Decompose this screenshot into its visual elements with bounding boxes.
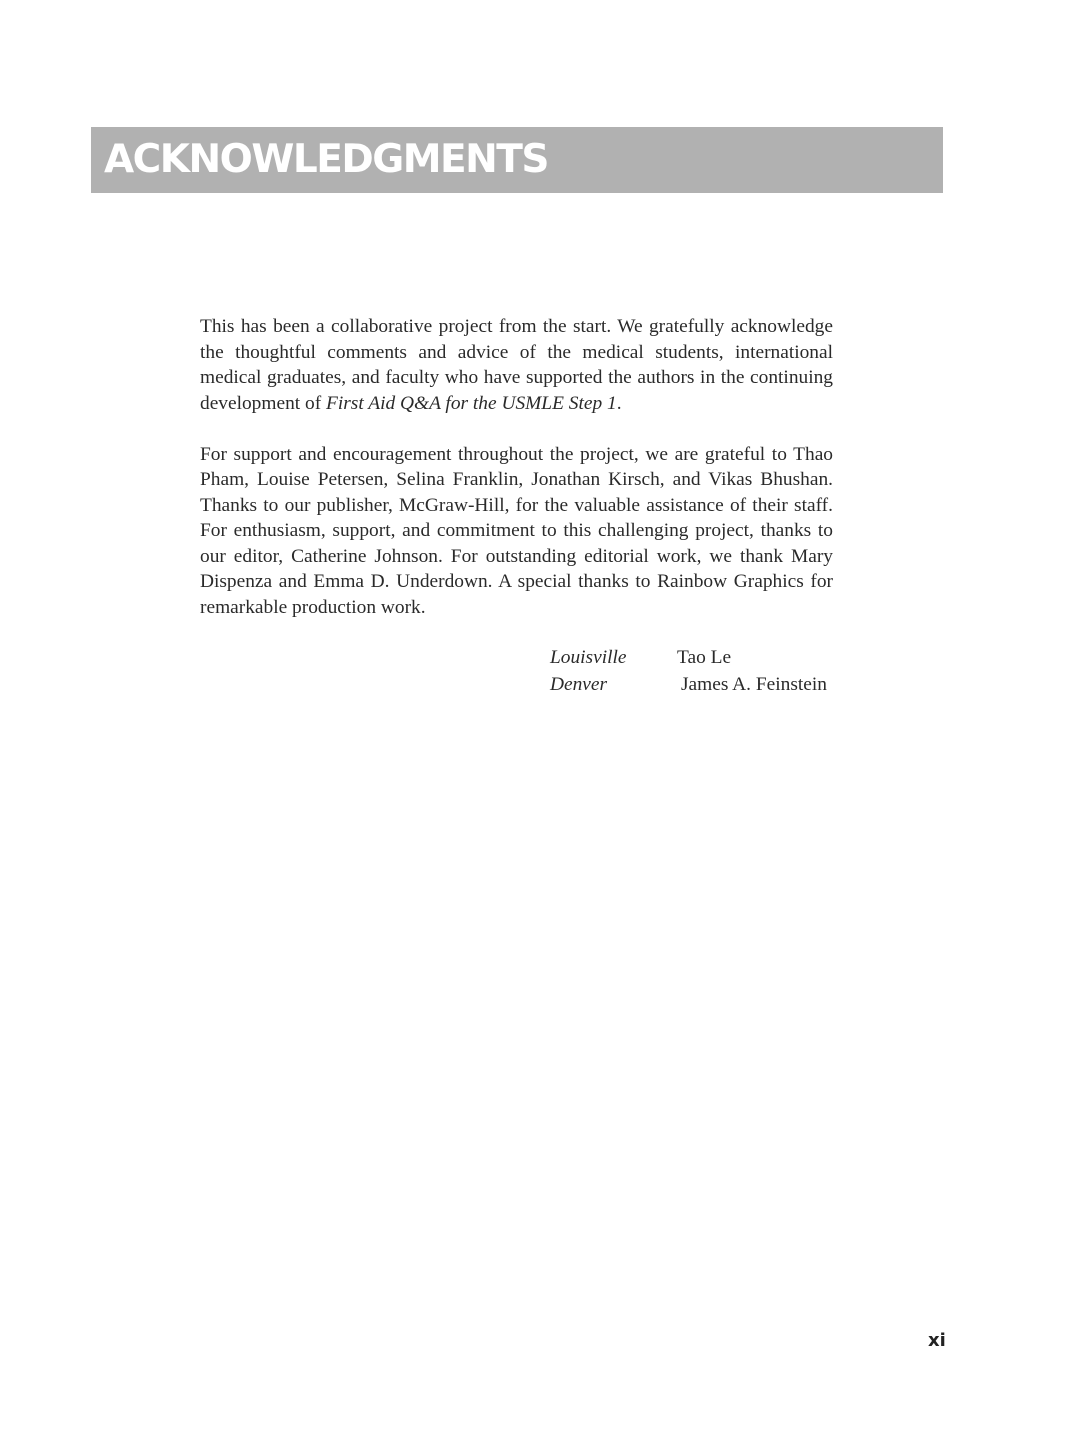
paragraph-1-lead: This has been a collaborative project from the start. We gratefully acknowledge the thoughtful comments and advice of the medical students, international medical graduates, and faculty who have supported the authors in the continuing development of — [200, 316, 833, 414]
signature-row — [550, 645, 840, 672]
signature-city: Denver — [550, 673, 608, 695]
paragraph-2: For support and encouragement throughout the project, we are grateful to Thao Pham, Louise Petersen, Selina Franklin, Jonathan Kirsch, and Vikas Bhushan. Thanks to our publisher, McGraw-Hill, for the valuable assistance of their staff. For enthusiasm, support, and commitment to this challenging project, thanks to our editor, Catherine Johnson. For outstanding editorial work, we thank Mary Dispenza and Emma D. Underdown. A special thanks to Rainbow Graphics for remarkable production work. — [200, 443, 833, 618]
signature-block — [550, 645, 840, 698]
title-band — [91, 127, 943, 193]
acknowledgments-body — [200, 314, 833, 620]
book-title: First Aid Q&A for the USMLE Step 1 — [326, 392, 617, 414]
signature-city: Louisville — [550, 647, 627, 668]
signature-name: Tao Le — [677, 647, 732, 668]
page-number: xi — [928, 1330, 946, 1351]
page-title: ACKNOWLEDGMENTS — [104, 137, 548, 182]
paragraph-1-tail: . — [616, 392, 622, 414]
signature-row — [550, 672, 840, 699]
paragraph-1 — [200, 314, 833, 416]
signature-name: James A. Feinstein — [681, 673, 827, 695]
